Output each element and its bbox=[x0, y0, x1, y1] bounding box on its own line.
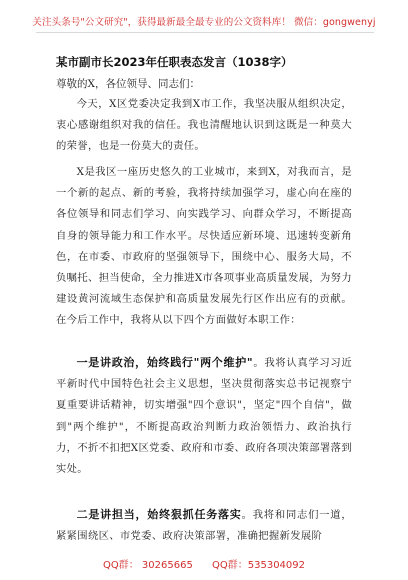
point-one-heading: 一是讲政治，始终践行"两个维护" bbox=[76, 356, 253, 369]
point-two-text: 。我将和同志们一道，紧紧围绕区、市党委、政府决策部署，准确把握新发展阶 bbox=[56, 509, 353, 543]
point-one-text: 。我将认真学习习近平新时代中国特色社会主义思想，坚决贯彻落实总书记视察宁夏重要讲话精神，切实增强"四个意识"，坚定"四个自信"，做到"两个维护"，不断提高政治判断力政治领悟力、政治执行力，不折不扣把X区党委、政府和市委、政府各项决策部署落到实处。 bbox=[56, 357, 352, 476]
footer-qq-group-1: QQ群： 30265665 bbox=[102, 560, 193, 571]
point-two-heading: 二是讲担当，始终狠抓任务落实 bbox=[76, 508, 242, 521]
header-divider bbox=[36, 32, 374, 33]
paragraph-text: X是我区一座历史悠久的工业城市，来到X，对我而言，是一个新的起点、新的考验，我将持续加强学习，虚心向在座的各位领导和同志们学习、向实践学习、向群众学习，不断提高自身的领导能力和工作水平。尽快适应新环境、迅速转变新角色，在市委、市政府的坚强领导下，围绕中心、服务大局，不负嘱托、担当使命，全力推进X市各项事业高质量发展，为努力建设黄河流域生态保护和高质量发展先行区作出应有的贡献。在今后工作中，我将从以下四个方面做好本职工作： bbox=[56, 166, 352, 327]
footer bbox=[0, 556, 408, 571]
paragraph-point-one bbox=[56, 352, 352, 480]
document-title: 某市副市长2023年任职表态发言（1038字） bbox=[56, 55, 293, 69]
salutation: 尊敬的X，各位领导、同志们： bbox=[56, 78, 200, 90]
paragraph-text: 今天，X区党委决定我到X市工作，我坚决服从组织决定，衷心感谢组织对我的信任。我也清醒地认识到这既是一种莫大的荣誉，也是一份莫大的责任。 bbox=[56, 98, 352, 153]
paragraph-background bbox=[56, 162, 352, 332]
paragraph-point-two bbox=[56, 504, 352, 547]
paragraph-intro bbox=[56, 94, 352, 158]
footer-qq-group-2: QQ群：535304092 bbox=[212, 560, 306, 571]
top-banner: 关注头条号"公文研究"，获得最新最全最专业的公文资料库！ 微信：gongwenyj bbox=[32, 17, 376, 28]
